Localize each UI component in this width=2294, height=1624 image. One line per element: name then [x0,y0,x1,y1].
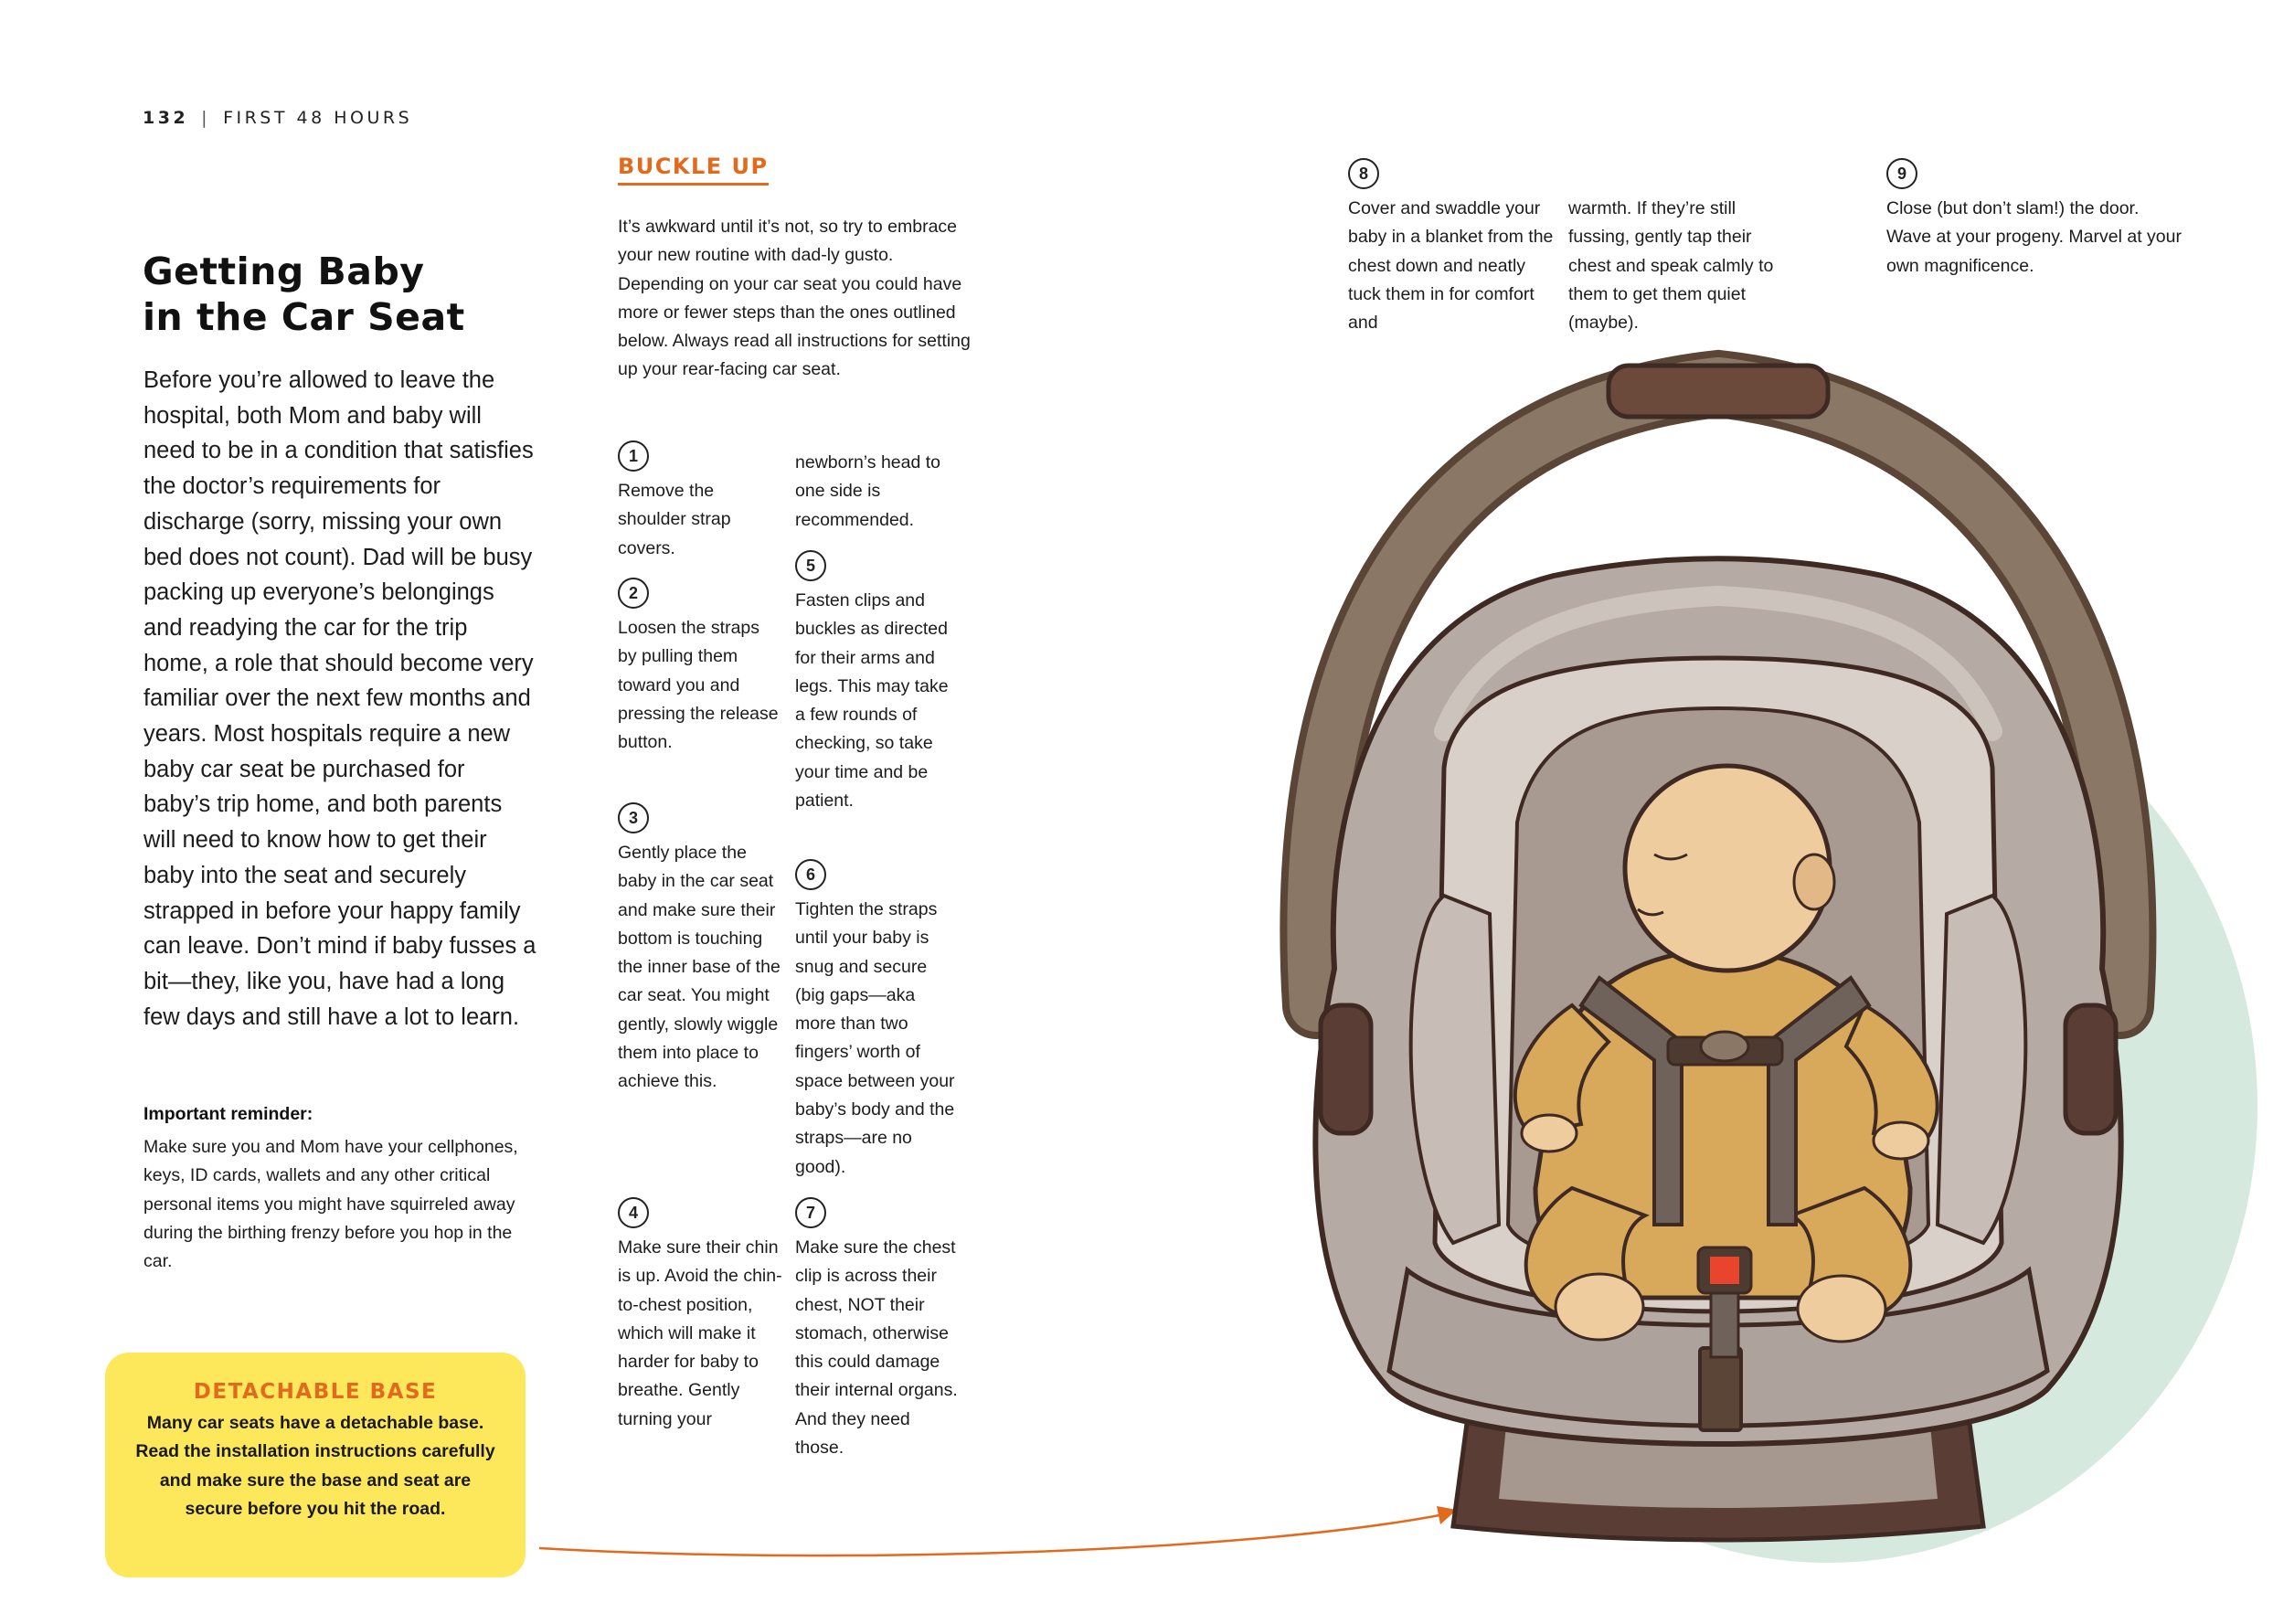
baby-right-foot [1798,1276,1885,1342]
baby-ear [1794,854,1834,909]
step-number: 7 [795,1197,826,1228]
step-text: Cover and swaddle your baby in a blanket from the chest down and neatly tuck them in for comfort and [1348,198,1554,334]
running-head [143,108,412,128]
title-line-1: Getting Baby [143,249,425,293]
step-number: 6 [795,859,826,890]
step-number: 1 [618,440,649,472]
step-number: 5 [795,550,826,581]
reminder-heading: Important reminder: [143,1104,313,1124]
step-number: 4 [618,1197,649,1228]
title-line-2: in the Car Seat [143,295,465,339]
step-text-continued: newborn’s head to one side is recommended. [795,452,941,530]
header-separator: | [201,108,211,128]
detachable-base-callout [105,1353,526,1577]
step-number: 3 [618,802,649,833]
baby-left-hand [1522,1115,1577,1152]
callout-body: Many car seats have a detachable base. Read the installation instructions carefully and make sure the base and seat are secure before you hit the road. [135,1413,495,1519]
section-heading: BUCKLE UP [618,154,769,186]
step-text: Fasten clips and buckles as directed for their arms and legs. This may take a few rounds of checking, so take your time and be patient. [795,590,949,812]
page-title [143,249,581,340]
baby-right-hand [1874,1122,1928,1159]
step-text: Remove the shoulder strap covers. [618,481,731,558]
step-number: 9 [1886,158,1917,189]
handle-grip [1609,366,1828,417]
section-intro: It’s awkward until it’s not, so try to embrace your new routine with dad-ly gusto. Depending on your car seat you could have more or fewer steps than the ones outlined below. Always read all instructions for setting up your rear-facing car seat. [618,217,971,380]
car-seat-illustration [1170,347,2267,1563]
step-text: Close (but don’t slam!) the door. Wave at your progeny. Marvel at your own magnificence. [1886,198,2182,276]
right-pivot [2066,1005,2116,1133]
reminder-body: Make sure you and Mom have your cellphones, keys, ID cards, wallets and any other critical personal items you might have squirreled away during the birthing frenzy before you hop in the car. [143,1137,518,1272]
left-pivot [1321,1005,1371,1133]
step-text-continued: warmth. If they’re still fussing, gently tap their chest and speak calmly to them to get them quiet (maybe). [1568,198,1774,334]
crotch-strap [1711,1293,1738,1357]
page-number: 132 [143,108,189,128]
callout-heading: DETACHABLE BASE [193,1380,438,1404]
step-text: Make sure the chest clip is across their chest, NOT their stomach, otherwise this could damage their internal organs. And they need those. [795,1237,958,1459]
baby-left-foot [1556,1274,1643,1340]
crotch-strap-slot [1700,1348,1741,1430]
step-text: Tighten the straps until your baby is snug and secure (big gaps—aka more than two fingers’ worth of space between your baby’s body and the straps—are no good). [795,899,955,1177]
step-number: 8 [1348,158,1379,189]
buckle-release-button [1710,1257,1739,1284]
section-name: FIRST 48 HOURS [223,108,413,128]
step-text: Gently place the baby in the car seat and make sure their bottom is touching the inner base of the car seat. You might gently, slowly wiggle them into place to achieve this. [618,843,781,1092]
step-text: Make sure their chin is up. Avoid the chin-to-chest position, which will make it harder for baby to breathe. Gently turning your [618,1237,782,1429]
chest-clip-ring [1701,1032,1748,1061]
intro-paragraph: Before you’re allowed to leave the hospital, both Mom and baby will need to be in a condition that satisfies the doctor’s requirements for discharge (sorry, missing your own bed does not count). Dad will be busy packing up everyone’s belongings and readying the car for the trip home, a role that should become very familiar over the next few months and years. Most hospitals require a new baby car seat be purchased for baby’s trip home, and both parents will need to know how to get their baby into the seat and securely strapped in before your happy family can leave. Don’t mind if baby fusses a bit—they, like you, have had a long few days and still have a lot to learn. [143,367,536,1030]
step-text: Loosen the straps by pulling them toward you and pressing the release button. [618,618,779,753]
step-number: 2 [618,578,649,609]
